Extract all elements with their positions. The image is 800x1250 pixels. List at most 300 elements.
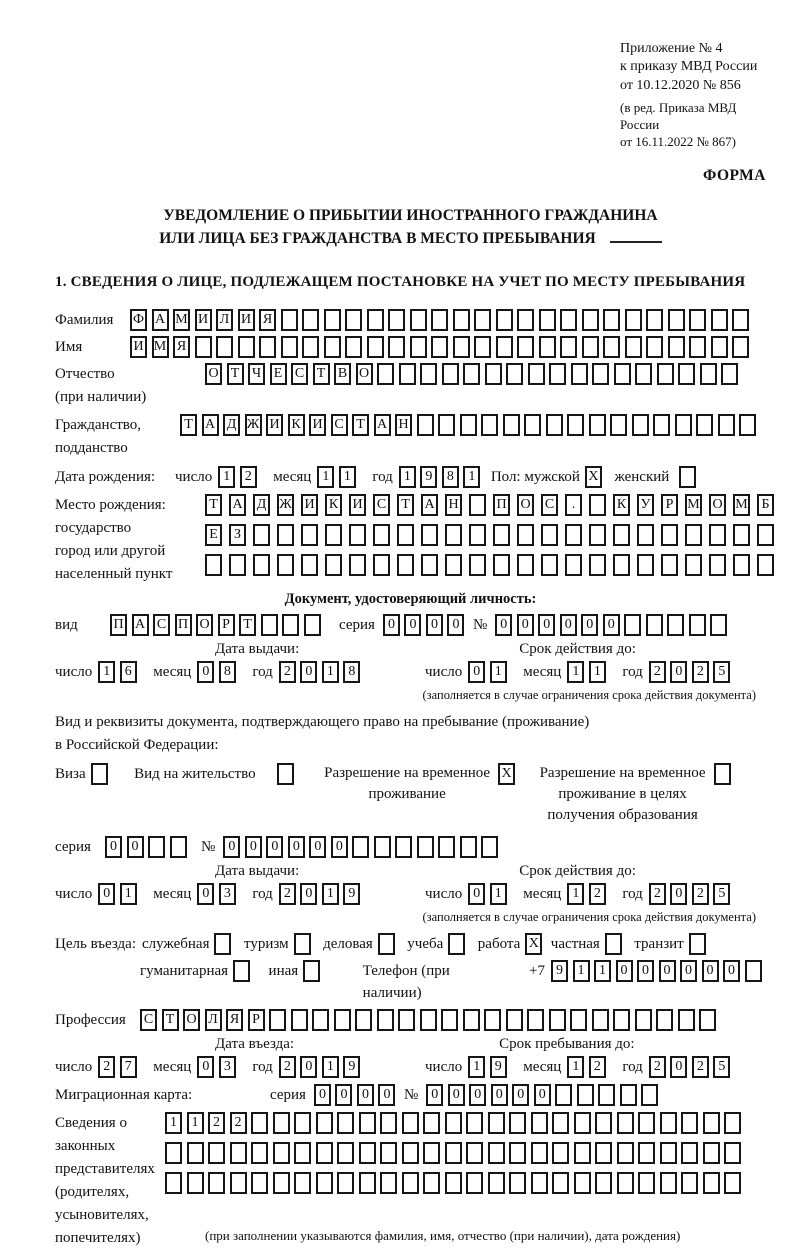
char-box[interactable] (488, 1142, 505, 1164)
char-box[interactable]: 0 (197, 1056, 214, 1078)
char-box[interactable] (506, 1009, 523, 1031)
char-box[interactable]: 0 (331, 836, 348, 858)
char-box[interactable] (699, 1009, 716, 1031)
char-box[interactable] (668, 309, 685, 331)
char-box[interactable] (577, 1084, 594, 1106)
char-box[interactable]: А (152, 309, 169, 331)
char-box[interactable]: 0 (670, 661, 687, 683)
char-box[interactable]: С (153, 614, 170, 636)
char-box[interactable] (373, 554, 390, 576)
char-box[interactable] (421, 554, 438, 576)
char-box[interactable]: 2 (208, 1112, 225, 1134)
char-box[interactable] (481, 414, 498, 436)
char-box[interactable] (675, 414, 692, 436)
char-box[interactable]: 0 (245, 836, 262, 858)
char-box[interactable]: К (325, 494, 342, 516)
char-box[interactable] (337, 1112, 354, 1134)
char-box[interactable] (667, 614, 684, 636)
char-box[interactable]: В (334, 363, 351, 385)
char-box[interactable] (359, 1112, 376, 1134)
char-box[interactable]: 0 (560, 614, 577, 636)
char-box[interactable] (757, 524, 774, 546)
char-box[interactable] (625, 309, 642, 331)
char-box[interactable]: 1 (490, 661, 507, 683)
char-box[interactable] (380, 1112, 397, 1134)
char-box[interactable] (496, 336, 513, 358)
char-box[interactable] (565, 524, 582, 546)
char-box[interactable] (170, 836, 187, 858)
char-box[interactable] (484, 1009, 501, 1031)
char-box[interactable] (148, 836, 165, 858)
char-box[interactable] (281, 309, 298, 331)
char-box[interactable]: Т (313, 363, 330, 385)
char-box[interactable] (367, 309, 384, 331)
char-box[interactable] (539, 309, 556, 331)
char-box[interactable]: 2 (692, 1056, 709, 1078)
char-box[interactable]: И (309, 414, 326, 436)
char-box[interactable]: 0 (448, 1084, 465, 1106)
char-box[interactable] (574, 1112, 591, 1134)
char-box[interactable]: Е (205, 524, 222, 546)
char-box[interactable] (517, 336, 534, 358)
char-box[interactable] (710, 614, 727, 636)
char-box[interactable] (420, 1009, 437, 1031)
char-box[interactable]: Т (227, 363, 244, 385)
char-box[interactable] (681, 1142, 698, 1164)
char-box[interactable] (481, 836, 498, 858)
char-box[interactable] (349, 524, 366, 546)
char-box[interactable]: Ч (248, 363, 265, 385)
char-box[interactable] (565, 554, 582, 576)
char-box[interactable]: 9 (420, 466, 437, 488)
char-box[interactable]: 1 (339, 466, 356, 488)
char-box[interactable]: 0 (300, 1056, 317, 1078)
char-box[interactable] (438, 414, 455, 436)
char-box[interactable]: 0 (603, 614, 620, 636)
char-box[interactable] (589, 524, 606, 546)
char-box[interactable] (657, 363, 674, 385)
char-box[interactable]: 2 (649, 883, 666, 905)
char-box[interactable]: Б (757, 494, 774, 516)
char-box[interactable] (325, 554, 342, 576)
char-box[interactable]: 0 (447, 614, 464, 636)
char-box[interactable] (718, 414, 735, 436)
char-box[interactable] (466, 1172, 483, 1194)
char-box[interactable] (570, 1009, 587, 1031)
char-box[interactable] (493, 554, 510, 576)
char-box[interactable]: 3 (219, 1056, 236, 1078)
char-box[interactable]: 1 (187, 1112, 204, 1134)
char-box[interactable] (503, 414, 520, 436)
char-box[interactable]: 9 (343, 883, 360, 905)
char-box[interactable] (703, 1112, 720, 1134)
char-box[interactable] (165, 1172, 182, 1194)
char-box[interactable]: И (349, 494, 366, 516)
char-box[interactable] (165, 1142, 182, 1164)
char-box[interactable] (625, 336, 642, 358)
char-box[interactable] (281, 336, 298, 358)
char-box[interactable] (463, 1009, 480, 1031)
char-box[interactable]: 1 (322, 883, 339, 905)
char-box[interactable]: 0 (105, 836, 122, 858)
char-box[interactable]: 0 (223, 836, 240, 858)
char-box[interactable] (474, 309, 491, 331)
char-box[interactable]: 2 (240, 466, 257, 488)
char-box[interactable] (397, 524, 414, 546)
char-box[interactable]: 5 (713, 883, 730, 905)
char-box[interactable] (445, 1112, 462, 1134)
char-box[interactable]: 0 (288, 836, 305, 858)
char-box[interactable]: 2 (649, 661, 666, 683)
char-box[interactable] (469, 494, 486, 516)
char-box[interactable] (541, 524, 558, 546)
char-box[interactable] (620, 1084, 637, 1106)
char-box[interactable] (635, 363, 652, 385)
char-box[interactable] (402, 1172, 419, 1194)
char-box[interactable]: 6 (120, 661, 137, 683)
char-box[interactable] (337, 1172, 354, 1194)
char-box[interactable]: 1 (567, 661, 584, 683)
char-box[interactable] (398, 1009, 415, 1031)
char-box[interactable] (653, 414, 670, 436)
char-box[interactable] (724, 1172, 741, 1194)
char-box[interactable]: М (173, 309, 190, 331)
char-box[interactable] (345, 309, 362, 331)
char-box[interactable] (442, 363, 459, 385)
char-box[interactable] (402, 1142, 419, 1164)
char-box[interactable] (302, 309, 319, 331)
char-box[interactable]: 1 (468, 1056, 485, 1078)
char-box[interactable] (324, 309, 341, 331)
char-box[interactable] (549, 1009, 566, 1031)
char-box[interactable] (261, 614, 278, 636)
char-box[interactable]: 0 (197, 661, 214, 683)
char-box[interactable]: Ж (245, 414, 262, 436)
char-box[interactable] (388, 309, 405, 331)
char-box[interactable] (380, 1172, 397, 1194)
char-box[interactable] (251, 1172, 268, 1194)
char-box[interactable]: 2 (230, 1112, 247, 1134)
char-box[interactable] (555, 1084, 572, 1106)
char-box[interactable] (711, 336, 728, 358)
char-box[interactable] (380, 1142, 397, 1164)
char-box[interactable] (689, 614, 706, 636)
char-box[interactable] (595, 1112, 612, 1134)
char-box[interactable] (316, 1112, 333, 1134)
char-box[interactable] (546, 414, 563, 436)
char-box[interactable]: 1 (589, 661, 606, 683)
char-box[interactable]: А (374, 414, 391, 436)
char-box[interactable] (485, 363, 502, 385)
char-box[interactable] (397, 554, 414, 576)
char-box[interactable] (469, 554, 486, 576)
char-box[interactable]: О (517, 494, 534, 516)
char-box[interactable]: 0 (670, 1056, 687, 1078)
char-box[interactable] (603, 309, 620, 331)
char-box[interactable]: 2 (98, 1056, 115, 1078)
char-box[interactable]: А (132, 614, 149, 636)
char-box[interactable] (732, 309, 749, 331)
char-box[interactable]: 0 (517, 614, 534, 636)
char-box[interactable] (453, 309, 470, 331)
char-box[interactable] (560, 309, 577, 331)
char-box[interactable] (187, 1172, 204, 1194)
char-box[interactable] (294, 1172, 311, 1194)
char-box[interactable]: 0 (512, 1084, 529, 1106)
char-box[interactable]: Я (173, 336, 190, 358)
char-box[interactable] (417, 414, 434, 436)
char-box[interactable] (635, 1009, 652, 1031)
char-box[interactable] (509, 1112, 526, 1134)
char-box[interactable]: 0 (491, 1084, 508, 1106)
char-box[interactable]: Р (661, 494, 678, 516)
char-box[interactable] (359, 1142, 376, 1164)
char-box[interactable]: 0 (468, 661, 485, 683)
char-box[interactable]: 8 (442, 466, 459, 488)
char-box[interactable] (646, 309, 663, 331)
char-box[interactable] (445, 554, 462, 576)
char-box[interactable]: 0 (300, 883, 317, 905)
char-box[interactable] (388, 336, 405, 358)
char-box[interactable]: 8 (343, 661, 360, 683)
char-box[interactable] (506, 363, 523, 385)
char-box[interactable] (637, 524, 654, 546)
char-box[interactable]: П (110, 614, 127, 636)
char-box[interactable] (739, 414, 756, 436)
char-box[interactable] (359, 1172, 376, 1194)
char-box[interactable]: И (266, 414, 283, 436)
char-box[interactable]: Т (352, 414, 369, 436)
char-box[interactable] (469, 524, 486, 546)
char-box[interactable] (681, 1112, 698, 1134)
char-box[interactable]: 0 (680, 960, 697, 982)
char-box[interactable]: 0 (637, 960, 654, 982)
char-box[interactable]: Р (248, 1009, 265, 1031)
char-box[interactable] (488, 1172, 505, 1194)
char-box[interactable] (395, 836, 412, 858)
char-box[interactable]: И (238, 309, 255, 331)
char-box[interactable]: О (205, 363, 222, 385)
char-box[interactable] (617, 1112, 634, 1134)
char-box[interactable]: А (229, 494, 246, 516)
char-box[interactable] (656, 1009, 673, 1031)
char-box[interactable]: 5 (713, 1056, 730, 1078)
char-box[interactable]: X (498, 763, 515, 785)
char-box[interactable] (709, 554, 726, 576)
char-box[interactable] (552, 1112, 569, 1134)
char-box[interactable] (689, 309, 706, 331)
char-box[interactable] (660, 1172, 677, 1194)
char-box[interactable] (230, 1142, 247, 1164)
char-box[interactable]: 0 (314, 1084, 331, 1106)
char-box[interactable] (302, 336, 319, 358)
char-box[interactable] (431, 336, 448, 358)
char-box[interactable] (453, 336, 470, 358)
char-box[interactable] (374, 836, 391, 858)
char-box[interactable] (685, 554, 702, 576)
char-box[interactable] (509, 1172, 526, 1194)
char-box[interactable] (574, 1142, 591, 1164)
char-box[interactable] (208, 1142, 225, 1164)
char-box[interactable] (277, 554, 294, 576)
char-box[interactable]: М (685, 494, 702, 516)
char-box[interactable] (253, 524, 270, 546)
char-box[interactable] (312, 1009, 329, 1031)
char-box[interactable] (423, 1142, 440, 1164)
char-box[interactable] (582, 309, 599, 331)
char-box[interactable]: 1 (594, 960, 611, 982)
char-box[interactable]: . (565, 494, 582, 516)
char-box[interactable]: 0 (404, 614, 421, 636)
char-box[interactable] (316, 1142, 333, 1164)
char-box[interactable]: М (152, 336, 169, 358)
char-box[interactable]: 0 (383, 614, 400, 636)
char-box[interactable] (410, 309, 427, 331)
char-box[interactable]: 0 (378, 1084, 395, 1106)
char-box[interactable] (448, 933, 465, 955)
char-box[interactable]: 7 (120, 1056, 137, 1078)
char-box[interactable]: 1 (399, 466, 416, 488)
char-box[interactable]: А (202, 414, 219, 436)
char-box[interactable] (410, 336, 427, 358)
char-box[interactable]: 0 (538, 614, 555, 636)
char-box[interactable]: 0 (468, 883, 485, 905)
char-box[interactable]: 0 (309, 836, 326, 858)
char-box[interactable]: П (175, 614, 192, 636)
char-box[interactable] (524, 414, 541, 436)
char-box[interactable] (595, 1142, 612, 1164)
char-box[interactable]: О (356, 363, 373, 385)
char-box[interactable]: 2 (692, 883, 709, 905)
char-box[interactable] (660, 1112, 677, 1134)
char-box[interactable] (187, 1142, 204, 1164)
char-box[interactable] (549, 363, 566, 385)
char-box[interactable]: 0 (335, 1084, 352, 1106)
char-box[interactable] (402, 1112, 419, 1134)
char-box[interactable]: С (291, 363, 308, 385)
char-box[interactable] (325, 524, 342, 546)
char-box[interactable]: 2 (279, 883, 296, 905)
char-box[interactable] (613, 554, 630, 576)
char-box[interactable]: 2 (649, 1056, 666, 1078)
char-box[interactable]: 0 (659, 960, 676, 982)
char-box[interactable] (700, 363, 717, 385)
char-box[interactable] (661, 524, 678, 546)
char-box[interactable]: 0 (197, 883, 214, 905)
char-box[interactable] (421, 524, 438, 546)
char-box[interactable] (214, 933, 231, 955)
char-box[interactable]: И (195, 309, 212, 331)
char-box[interactable]: С (331, 414, 348, 436)
char-box[interactable] (624, 614, 641, 636)
char-box[interactable] (229, 554, 246, 576)
char-box[interactable] (423, 1112, 440, 1134)
char-box[interactable] (301, 554, 318, 576)
title-blank-line[interactable] (610, 241, 662, 243)
char-box[interactable] (474, 336, 491, 358)
char-box[interactable]: 0 (357, 1084, 374, 1106)
char-box[interactable] (610, 414, 627, 436)
char-box[interactable] (732, 336, 749, 358)
char-box[interactable] (273, 1112, 290, 1134)
char-box[interactable] (617, 1172, 634, 1194)
char-box[interactable] (460, 414, 477, 436)
char-box[interactable]: Т (162, 1009, 179, 1031)
char-box[interactable] (582, 336, 599, 358)
char-box[interactable]: Н (395, 414, 412, 436)
char-box[interactable] (463, 363, 480, 385)
char-box[interactable] (531, 1112, 548, 1134)
char-box[interactable]: 1 (165, 1112, 182, 1134)
char-box[interactable]: 0 (426, 1084, 443, 1106)
char-box[interactable] (567, 414, 584, 436)
char-box[interactable] (251, 1142, 268, 1164)
char-box[interactable] (757, 554, 774, 576)
char-box[interactable]: П (493, 494, 510, 516)
char-box[interactable] (291, 1009, 308, 1031)
char-box[interactable] (445, 1172, 462, 1194)
char-box[interactable] (589, 554, 606, 576)
char-box[interactable] (592, 1009, 609, 1031)
char-box[interactable] (637, 554, 654, 576)
char-box[interactable]: Я (259, 309, 276, 331)
char-box[interactable]: 1 (322, 661, 339, 683)
char-box[interactable] (301, 524, 318, 546)
char-box[interactable]: А (421, 494, 438, 516)
char-box[interactable]: У (637, 494, 654, 516)
char-box[interactable]: С (541, 494, 558, 516)
char-box[interactable] (703, 1172, 720, 1194)
char-box[interactable] (324, 336, 341, 358)
char-box[interactable]: 1 (567, 883, 584, 905)
char-box[interactable] (668, 336, 685, 358)
char-box[interactable] (216, 336, 233, 358)
char-box[interactable]: 0 (534, 1084, 551, 1106)
char-box[interactable]: 1 (463, 466, 480, 488)
char-box[interactable]: С (140, 1009, 157, 1031)
char-box[interactable] (638, 1172, 655, 1194)
char-box[interactable] (277, 524, 294, 546)
char-box[interactable] (269, 1009, 286, 1031)
char-box[interactable] (598, 1084, 615, 1106)
char-box[interactable] (689, 336, 706, 358)
char-box[interactable]: 1 (567, 1056, 584, 1078)
char-box[interactable] (493, 524, 510, 546)
char-box[interactable] (703, 1142, 720, 1164)
char-box[interactable]: О (183, 1009, 200, 1031)
char-box[interactable] (592, 363, 609, 385)
char-box[interactable] (294, 1112, 311, 1134)
char-box[interactable] (641, 1084, 658, 1106)
char-box[interactable]: 1 (98, 661, 115, 683)
char-box[interactable] (613, 524, 630, 546)
char-box[interactable]: О (196, 614, 213, 636)
char-box[interactable]: 1 (490, 883, 507, 905)
char-box[interactable] (367, 336, 384, 358)
char-box[interactable] (316, 1172, 333, 1194)
char-box[interactable] (696, 414, 713, 436)
char-box[interactable]: 0 (723, 960, 740, 982)
char-box[interactable] (373, 524, 390, 546)
char-box[interactable] (230, 1172, 247, 1194)
char-box[interactable]: 0 (300, 661, 317, 683)
char-box[interactable] (711, 309, 728, 331)
char-box[interactable] (352, 836, 369, 858)
char-box[interactable] (678, 1009, 695, 1031)
char-box[interactable] (466, 1142, 483, 1164)
char-box[interactable]: 9 (551, 960, 568, 982)
char-box[interactable] (605, 933, 622, 955)
